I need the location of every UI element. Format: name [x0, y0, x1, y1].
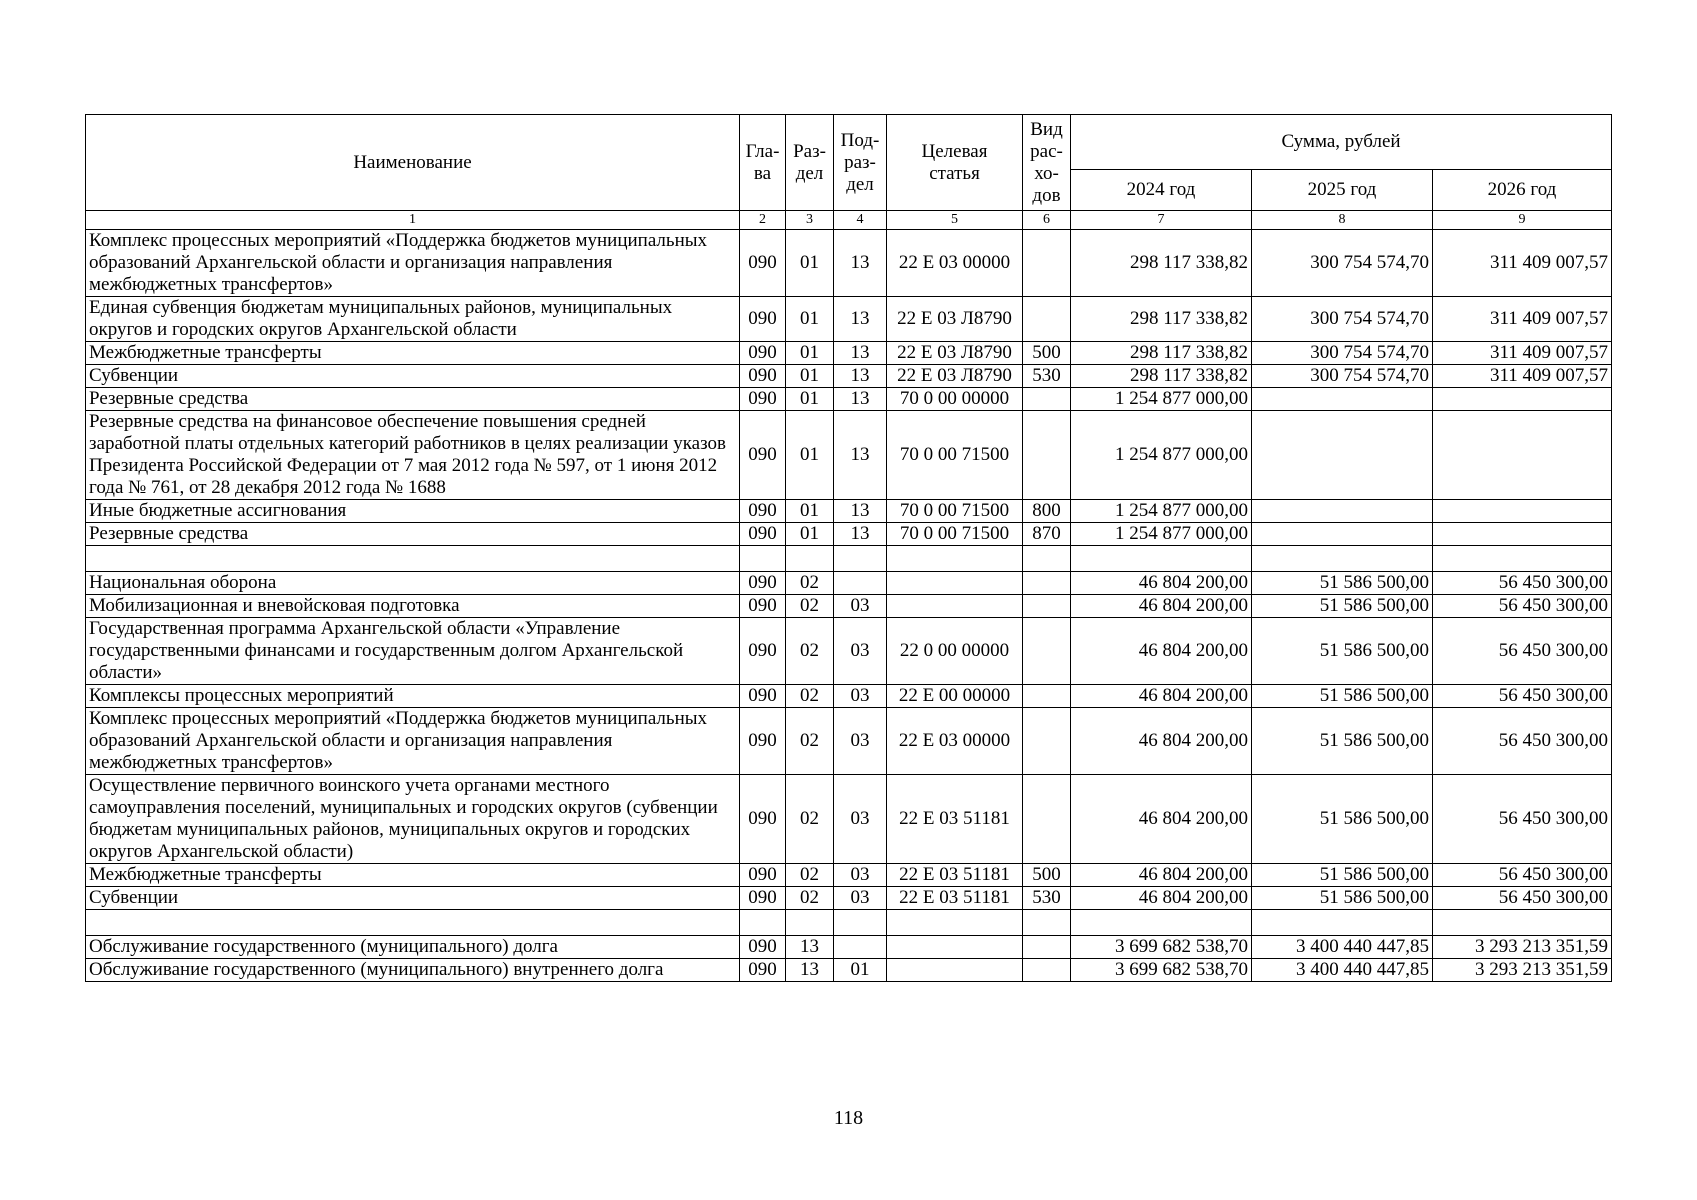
cell-sum-2025: 51 586 500,00	[1252, 708, 1433, 775]
table-row	[86, 708, 1612, 775]
cell-sum-2025: 51 586 500,00	[1252, 775, 1433, 864]
cell-razdel: 02	[786, 775, 834, 864]
cell-vid	[1023, 708, 1071, 775]
cell-celevaya: 22 Е 03 00000	[887, 708, 1023, 775]
column-number: 6	[1023, 211, 1071, 230]
cell-glava: 090	[740, 618, 786, 685]
table-row	[86, 230, 1612, 297]
cell-vid	[1023, 910, 1071, 936]
cell-name	[86, 546, 740, 572]
cell-razdel: 01	[786, 500, 834, 523]
header-vid	[1023, 115, 1071, 211]
table-row	[86, 411, 1612, 500]
table-row	[86, 685, 1612, 708]
cell-sum-2026: 3 293 213 351,59	[1433, 936, 1612, 959]
header-year-2025: 2025 год	[1252, 170, 1433, 211]
cell-vid	[1023, 775, 1071, 864]
cell-vid	[1023, 618, 1071, 685]
table-row	[86, 618, 1612, 685]
cell-vid	[1023, 595, 1071, 618]
cell-sum-2025: 51 586 500,00	[1252, 685, 1433, 708]
cell-sum-2026	[1433, 523, 1612, 546]
cell-name: Национальная оборона	[86, 572, 740, 595]
cell-sum-2026: 56 450 300,00	[1433, 887, 1612, 910]
cell-glava: 090	[740, 411, 786, 500]
cell-vid: 500	[1023, 342, 1071, 365]
cell-sum-2024: 46 804 200,00	[1071, 685, 1252, 708]
cell-sum-2024: 3 699 682 538,70	[1071, 936, 1252, 959]
header-celevaya-text: Целевая статья	[921, 140, 988, 184]
cell-vid: 870	[1023, 523, 1071, 546]
cell-glava: 090	[740, 230, 786, 297]
cell-glava: 090	[740, 572, 786, 595]
column-number: 9	[1433, 211, 1612, 230]
cell-sum-2024: 46 804 200,00	[1071, 572, 1252, 595]
cell-vid	[1023, 297, 1071, 342]
cell-sum-2026: 56 450 300,00	[1433, 618, 1612, 685]
cell-razdel	[786, 910, 834, 936]
cell-sum-2025: 300 754 574,70	[1252, 365, 1433, 388]
cell-sum-2026	[1433, 388, 1612, 411]
table-row	[86, 595, 1612, 618]
cell-sum-2025: 300 754 574,70	[1252, 230, 1433, 297]
cell-podrazdel: 03	[834, 887, 887, 910]
cell-glava: 090	[740, 775, 786, 864]
cell-sum-2026: 56 450 300,00	[1433, 775, 1612, 864]
cell-sum-2026: 3 293 213 351,59	[1433, 959, 1612, 982]
cell-celevaya: 70 0 00 00000	[887, 388, 1023, 411]
cell-vid	[1023, 411, 1071, 500]
table-row	[86, 297, 1612, 342]
cell-sum-2026: 311 409 007,57	[1433, 365, 1612, 388]
cell-name: Единая субвенция бюджетам муниципальных районов, муниципальных округов и городских округов Архангельской области	[86, 297, 740, 342]
cell-sum-2025	[1252, 388, 1433, 411]
cell-sum-2024: 46 804 200,00	[1071, 864, 1252, 887]
cell-celevaya: 22 Е 03 Л8790	[887, 297, 1023, 342]
cell-sum-2026: 56 450 300,00	[1433, 685, 1612, 708]
cell-glava: 090	[740, 297, 786, 342]
cell-podrazdel: 03	[834, 708, 887, 775]
cell-glava: 090	[740, 864, 786, 887]
cell-podrazdel: 03	[834, 685, 887, 708]
cell-sum-2025: 300 754 574,70	[1252, 342, 1433, 365]
cell-podrazdel: 13	[834, 388, 887, 411]
cell-sum-2025	[1252, 523, 1433, 546]
budget-table	[85, 114, 1612, 982]
table-row	[86, 500, 1612, 523]
cell-glava: 090	[740, 342, 786, 365]
cell-celevaya	[887, 546, 1023, 572]
cell-razdel: 01	[786, 297, 834, 342]
column-number-row	[86, 211, 1612, 230]
cell-sum-2026: 311 409 007,57	[1433, 230, 1612, 297]
cell-razdel: 02	[786, 864, 834, 887]
header-summa: Сумма, рублей	[1071, 115, 1612, 170]
header-vid-text: Вид рас- хо- дов	[1030, 118, 1063, 206]
cell-vid	[1023, 685, 1071, 708]
table-row	[86, 959, 1612, 982]
cell-sum-2024: 46 804 200,00	[1071, 775, 1252, 864]
cell-razdel: 02	[786, 685, 834, 708]
cell-podrazdel	[834, 910, 887, 936]
cell-celevaya	[887, 910, 1023, 936]
cell-sum-2026: 56 450 300,00	[1433, 572, 1612, 595]
cell-vid	[1023, 230, 1071, 297]
cell-podrazdel: 03	[834, 775, 887, 864]
cell-razdel: 02	[786, 618, 834, 685]
page-number: 118	[833, 1107, 864, 1129]
cell-name: Обслуживание государственного (муниципального) внутреннего долга	[86, 959, 740, 982]
cell-sum-2026	[1433, 411, 1612, 500]
cell-celevaya: 22 0 00 00000	[887, 618, 1023, 685]
cell-vid: 530	[1023, 887, 1071, 910]
cell-glava	[740, 910, 786, 936]
cell-sum-2025: 3 400 440 447,85	[1252, 959, 1433, 982]
cell-vid	[1023, 388, 1071, 411]
cell-celevaya: 22 Е 03 00000	[887, 230, 1023, 297]
cell-podrazdel: 03	[834, 595, 887, 618]
cell-sum-2026: 56 450 300,00	[1433, 595, 1612, 618]
cell-sum-2026	[1433, 546, 1612, 572]
cell-celevaya: 22 Е 00 00000	[887, 685, 1023, 708]
cell-glava: 090	[740, 708, 786, 775]
cell-razdel: 01	[786, 365, 834, 388]
table-row	[86, 887, 1612, 910]
cell-razdel: 01	[786, 411, 834, 500]
cell-vid	[1023, 546, 1071, 572]
header-year-2024: 2024 год	[1071, 170, 1252, 211]
cell-celevaya: 22 Е 03 Л8790	[887, 342, 1023, 365]
cell-razdel	[786, 546, 834, 572]
cell-name: Межбюджетные трансферты	[86, 342, 740, 365]
cell-vid	[1023, 936, 1071, 959]
table-row	[86, 546, 1612, 572]
cell-celevaya: 70 0 00 71500	[887, 523, 1023, 546]
cell-sum-2025: 51 586 500,00	[1252, 864, 1433, 887]
cell-name: Резервные средства	[86, 388, 740, 411]
cell-podrazdel: 13	[834, 523, 887, 546]
cell-podrazdel: 13	[834, 365, 887, 388]
cell-celevaya	[887, 572, 1023, 595]
cell-razdel: 02	[786, 595, 834, 618]
cell-name: Комплекс процессных мероприятий «Поддержка бюджетов муниципальных образований Архангельской области и организация направления межбюджетных трансфертов»	[86, 230, 740, 297]
header-razdel-text: Раз- дел	[793, 140, 826, 184]
cell-glava: 090	[740, 959, 786, 982]
header-podrazdel	[834, 115, 887, 211]
cell-sum-2024: 46 804 200,00	[1071, 618, 1252, 685]
cell-razdel: 02	[786, 887, 834, 910]
cell-name: Резервные средства на финансовое обеспечение повышения средней заработной платы отдельных категорий работников в целях реализации указов Президента Российской Федерации от 7 мая 2012 года № 597, от 1 июня 2012 года № 761, от 28 декабря 2012 года № 1688	[86, 411, 740, 500]
cell-sum-2024: 46 804 200,00	[1071, 887, 1252, 910]
cell-glava: 090	[740, 523, 786, 546]
cell-glava: 090	[740, 595, 786, 618]
cell-razdel: 02	[786, 708, 834, 775]
cell-sum-2025	[1252, 910, 1433, 936]
cell-sum-2026: 311 409 007,57	[1433, 297, 1612, 342]
cell-name: Мобилизационная и вневойсковая подготовка	[86, 595, 740, 618]
cell-sum-2025: 300 754 574,70	[1252, 297, 1433, 342]
cell-sum-2025: 51 586 500,00	[1252, 887, 1433, 910]
cell-vid	[1023, 572, 1071, 595]
cell-sum-2026	[1433, 910, 1612, 936]
header-year-2026: 2026 год	[1433, 170, 1612, 211]
cell-glava: 090	[740, 388, 786, 411]
header-razdel	[786, 115, 834, 211]
cell-name: Межбюджетные трансферты	[86, 864, 740, 887]
cell-sum-2026: 56 450 300,00	[1433, 864, 1612, 887]
cell-name: Субвенции	[86, 365, 740, 388]
cell-sum-2026: 56 450 300,00	[1433, 708, 1612, 775]
cell-celevaya: 70 0 00 71500	[887, 500, 1023, 523]
cell-celevaya	[887, 936, 1023, 959]
cell-name: Государственная программа Архангельской области «Управление государственными финансами и государственным долгом Архангельской области»	[86, 618, 740, 685]
table-row	[86, 523, 1612, 546]
header-glava-text: Гла- ва	[745, 140, 780, 184]
header-celevaya	[887, 115, 1023, 211]
cell-sum-2025	[1252, 546, 1433, 572]
cell-podrazdel: 01	[834, 959, 887, 982]
cell-name	[86, 910, 740, 936]
table-row	[86, 572, 1612, 595]
cell-podrazdel	[834, 572, 887, 595]
cell-glava: 090	[740, 685, 786, 708]
cell-razdel: 02	[786, 572, 834, 595]
cell-podrazdel: 13	[834, 342, 887, 365]
cell-vid: 500	[1023, 864, 1071, 887]
cell-razdel: 13	[786, 936, 834, 959]
cell-sum-2025: 51 586 500,00	[1252, 618, 1433, 685]
cell-sum-2024: 298 117 338,82	[1071, 230, 1252, 297]
cell-podrazdel: 13	[834, 411, 887, 500]
cell-glava: 090	[740, 936, 786, 959]
cell-podrazdel	[834, 546, 887, 572]
table-row	[86, 910, 1612, 936]
cell-razdel: 01	[786, 230, 834, 297]
cell-podrazdel: 13	[834, 500, 887, 523]
column-number: 5	[887, 211, 1023, 230]
column-number: 8	[1252, 211, 1433, 230]
cell-name: Резервные средства	[86, 523, 740, 546]
table-row	[86, 775, 1612, 864]
cell-razdel: 01	[786, 388, 834, 411]
cell-name: Комплекс процессных мероприятий «Поддержка бюджетов муниципальных образований Архангельской области и организация направления межбюджетных трансфертов»	[86, 708, 740, 775]
table-row	[86, 365, 1612, 388]
cell-sum-2024: 3 699 682 538,70	[1071, 959, 1252, 982]
cell-sum-2024: 298 117 338,82	[1071, 297, 1252, 342]
cell-sum-2024	[1071, 910, 1252, 936]
cell-name: Субвенции	[86, 887, 740, 910]
cell-podrazdel	[834, 936, 887, 959]
cell-sum-2025: 51 586 500,00	[1252, 572, 1433, 595]
cell-sum-2024: 1 254 877 000,00	[1071, 388, 1252, 411]
cell-razdel: 01	[786, 342, 834, 365]
cell-sum-2024: 46 804 200,00	[1071, 708, 1252, 775]
table-row	[86, 864, 1612, 887]
column-number: 4	[834, 211, 887, 230]
cell-name: Осуществление первичного воинского учета органами местного самоуправления поселений, муниципальных и городских округов (субвенции бюджетам муниципальных районов, муниципальных округов и городских округов Архангельской области)	[86, 775, 740, 864]
cell-vid	[1023, 959, 1071, 982]
cell-sum-2024: 298 117 338,82	[1071, 365, 1252, 388]
cell-podrazdel: 13	[834, 297, 887, 342]
cell-sum-2024: 1 254 877 000,00	[1071, 523, 1252, 546]
table-body	[86, 230, 1612, 982]
cell-glava	[740, 546, 786, 572]
table-row	[86, 388, 1612, 411]
column-number: 7	[1071, 211, 1252, 230]
cell-vid: 800	[1023, 500, 1071, 523]
cell-celevaya: 22 Е 03 51181	[887, 775, 1023, 864]
cell-celevaya	[887, 595, 1023, 618]
column-number: 1	[86, 211, 740, 230]
cell-podrazdel: 03	[834, 864, 887, 887]
cell-glava: 090	[740, 365, 786, 388]
cell-sum-2024: 46 804 200,00	[1071, 595, 1252, 618]
header-podrazdel-text: Под- раз- дел	[840, 129, 880, 195]
cell-podrazdel: 03	[834, 618, 887, 685]
table-row	[86, 936, 1612, 959]
cell-celevaya	[887, 959, 1023, 982]
cell-vid: 530	[1023, 365, 1071, 388]
cell-sum-2025	[1252, 500, 1433, 523]
cell-name: Иные бюджетные ассигнования	[86, 500, 740, 523]
cell-glava: 090	[740, 500, 786, 523]
cell-celevaya: 70 0 00 71500	[887, 411, 1023, 500]
cell-sum-2024	[1071, 546, 1252, 572]
cell-sum-2024: 1 254 877 000,00	[1071, 411, 1252, 500]
cell-podrazdel: 13	[834, 230, 887, 297]
header-name: Наименование	[86, 115, 740, 211]
cell-sum-2025: 3 400 440 447,85	[1252, 936, 1433, 959]
cell-celevaya: 22 Е 03 Л8790	[887, 365, 1023, 388]
cell-razdel: 01	[786, 523, 834, 546]
table-header	[86, 115, 1612, 230]
table-row	[86, 342, 1612, 365]
cell-glava: 090	[740, 887, 786, 910]
cell-celevaya: 22 Е 03 51181	[887, 864, 1023, 887]
cell-name: Обслуживание государственного (муниципального) долга	[86, 936, 740, 959]
cell-sum-2024: 298 117 338,82	[1071, 342, 1252, 365]
cell-sum-2024: 1 254 877 000,00	[1071, 500, 1252, 523]
cell-celevaya: 22 Е 03 51181	[887, 887, 1023, 910]
cell-sum-2025: 51 586 500,00	[1252, 595, 1433, 618]
column-number: 2	[740, 211, 786, 230]
cell-sum-2025	[1252, 411, 1433, 500]
column-number: 3	[786, 211, 834, 230]
cell-sum-2026	[1433, 500, 1612, 523]
cell-name: Комплексы процессных мероприятий	[86, 685, 740, 708]
header-glava	[740, 115, 786, 211]
cell-razdel: 13	[786, 959, 834, 982]
cell-sum-2026: 311 409 007,57	[1433, 342, 1612, 365]
